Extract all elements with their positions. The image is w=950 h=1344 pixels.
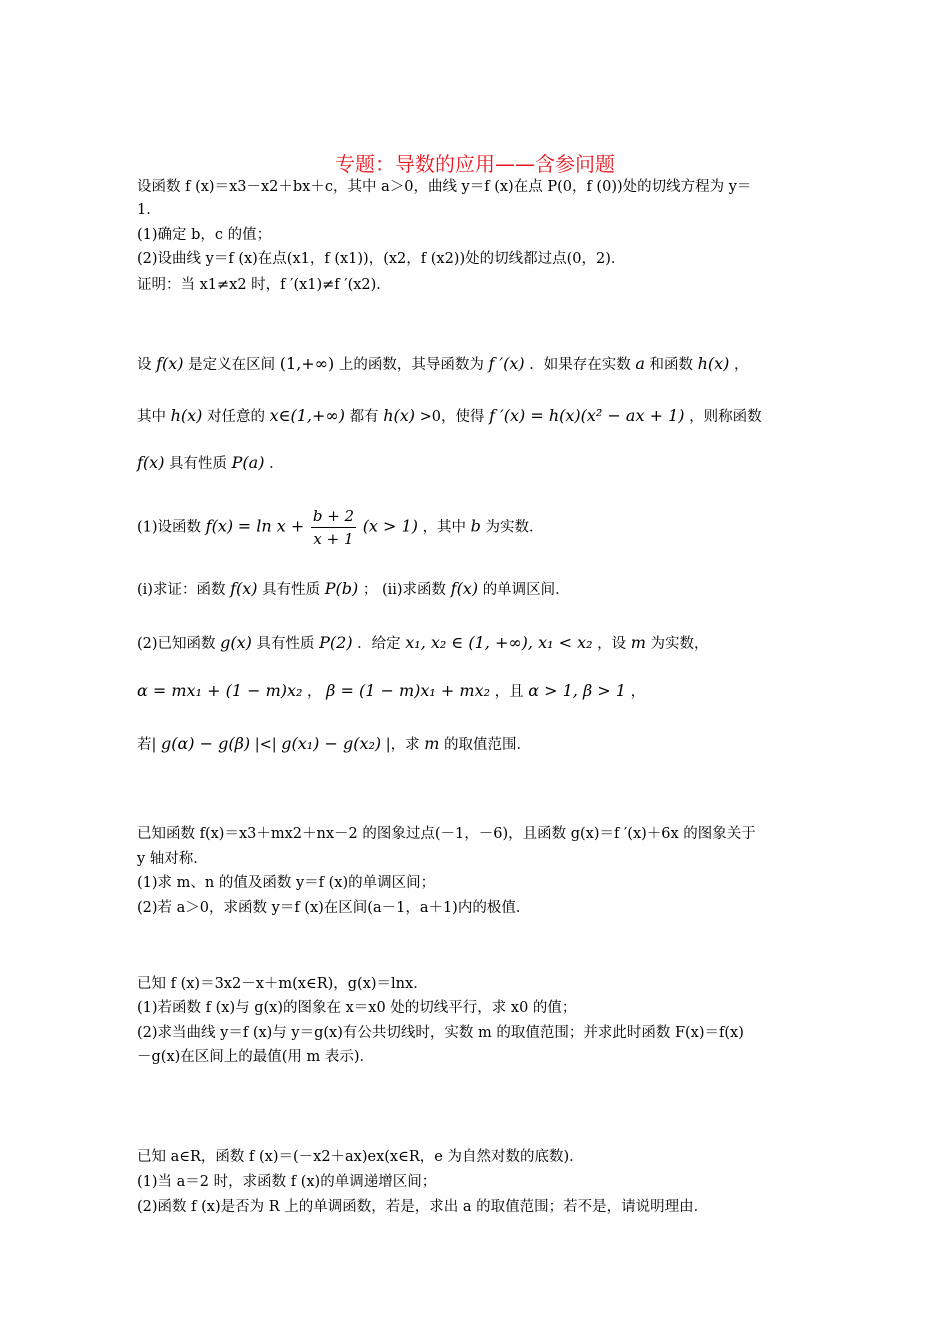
q2-text: 为实数． (485, 519, 544, 536)
q2-text: |<| (254, 737, 277, 753)
q2-text: ， (307, 684, 322, 700)
q5-part1: (1)当 a＝2 时，求函数 f (x)的单调递增区间； (137, 1174, 437, 1190)
q2-part2-line3 (137, 733, 531, 756)
q2-text: |，求 (385, 737, 420, 753)
q2-text: 若| (137, 737, 157, 753)
math-P2: P(2) (319, 633, 353, 652)
q3-part1: (1)求 m、n 的值及函数 y＝f (x)的单调区间； (137, 875, 436, 891)
q2-text: 上的函数，其导函数为 (338, 357, 484, 373)
q2-text: 设 (137, 357, 152, 373)
q2-text: ，设 (597, 636, 627, 652)
math-fx: f(x) (230, 579, 258, 598)
math-hx: h(x) (383, 406, 416, 425)
math-fx: f(x) (450, 579, 479, 598)
math-g-x1-x2: g(x₁) − g(x₂) (281, 734, 382, 753)
q1-part1: (1)确定 b，c 的值； (137, 227, 272, 243)
math-condition: (x > 1) (362, 516, 418, 536)
q2-text: ．给定 (357, 636, 401, 652)
q2-text: 具有性质 (169, 456, 228, 472)
q3-line2: y 轴对称． (137, 851, 208, 867)
q4-part2b: －g(x)在区间上的最值(用 m 表示)． (137, 1049, 375, 1065)
math-hx: h(x) (170, 406, 203, 425)
q2-text: ； (362, 582, 378, 598)
math-beta: β = (1 − m)x₁ + mx₂ (326, 681, 491, 700)
math-interval: (1,+∞) (279, 354, 335, 373)
q2-text: ，则称函数 (689, 409, 762, 425)
math-fx: f(x) (205, 516, 234, 536)
math-alpha: α = mx₁ + (1 − m)x₂ (137, 681, 303, 700)
math-fprime: f ′(x) (488, 354, 525, 373)
q2-text: 和函数 (649, 357, 693, 373)
q1-line1: 设函数 f (x)＝x3－x2＋bx＋c，其中 a＞0，曲线 y＝f (x)在点 P(0，f (0))处的切线方程为 y＝ (137, 179, 752, 195)
math-fx: f(x) (137, 453, 165, 472)
math-Pb: P(b) (324, 579, 359, 598)
q2-text: 都有 (349, 409, 379, 425)
q2-part2-line2 (137, 680, 645, 703)
math-ln-x: = ln x + (237, 516, 305, 536)
q4-line1: 已知 f (x)＝3x2－x＋m(x∈R)，g(x)＝lnx． (137, 976, 428, 992)
math-gx: g(x) (220, 633, 252, 652)
math-b: b (470, 516, 481, 536)
q2-definition-line3 (137, 452, 284, 475)
q2-definition-line1 (137, 353, 749, 376)
q2-text: 其中 (137, 409, 166, 425)
q2-text: 为实数， (650, 636, 709, 652)
q2-text: 的取值范围． (444, 737, 532, 753)
math-property-equation: f ′(x) = h(x)(x² − ax + 1) (489, 406, 685, 425)
q2-text: 具有性质 (262, 582, 321, 598)
math-g-alpha-beta: g(α) − g(β) (161, 734, 251, 753)
q1-proof: 证明：当 x1≠x2 时，f ′(x1)≠f ′(x2)． (137, 277, 391, 293)
q1-part2: (2)设曲线 y＝f (x)在点(x1，f (x1))，(x2，f (x2))处的切线都过点(0，2)． (137, 251, 626, 267)
q2-text: 对任意的 (207, 409, 266, 425)
q2-text: ，且 (494, 684, 524, 700)
q2-text: 的单调区间． (482, 582, 570, 598)
q2-text: 是定义在区间 (188, 357, 276, 373)
math-x-in-interval: x∈(1,+∞) (269, 406, 345, 425)
q2-text: ．如果存在实数 (529, 357, 631, 373)
q4-part1: (1)若函数 f (x)与 g(x)的图象在 x＝x0 处的切线平行，求 x0 的值； (137, 1000, 577, 1016)
q2-text: >0，使得 (419, 409, 485, 425)
math-fraction (311, 505, 356, 550)
q4-part2a: (2)求当曲线 y＝f (x)与 y＝g(x)有公共切线时，实数 m 的取值范围；并求此时函数 F(x)＝f(x) (137, 1025, 744, 1041)
q2-part1 (137, 505, 544, 550)
math-x1-x2: x₁, x₂ ∈ (1, +∞), x₁ < x₂ (405, 633, 593, 652)
fraction-numerator: b + 2 (311, 505, 356, 528)
q2-part2-line1 (137, 632, 709, 655)
q2-text: 具有性质 (256, 636, 315, 652)
math-m: m (424, 734, 440, 753)
q2-definition-line2 (137, 405, 762, 428)
q2-text: ， (734, 357, 749, 373)
q2-part1-subs (137, 578, 570, 601)
q2-text: ， (630, 684, 646, 700)
q2-text: (i)求证：函数 (137, 582, 226, 598)
q2-text: (1)设函数 (137, 519, 202, 536)
q5-part2: (2)函数 f (x)是否为 R 上的单调函数，若是，求出 a 的取值范围；若不是，请说明理由． (137, 1199, 709, 1215)
q3-part2: (2)若 a＞0，求函数 y＝f (x)在区间(a－1，a＋1)内的极值． (137, 900, 531, 916)
page-title: 专题：导数的应用——含参问题 (335, 152, 615, 176)
q2-text: (2)已知函数 (137, 636, 216, 652)
fraction-denominator: x + 1 (313, 530, 354, 548)
math-hx: h(x) (697, 354, 730, 373)
math-fx: f(x) (156, 354, 184, 373)
q2-text: ． (269, 456, 284, 472)
math-m: m (630, 633, 646, 652)
math-a: a (635, 354, 645, 373)
math-alpha-beta-cond: α > 1, β > 1 (528, 681, 626, 700)
q2-text: (ii)求函数 (381, 582, 447, 598)
q3-line1: 已知函数 f(x)＝x3＋mx2＋nx－2 的图象过点(－1，－6)，且函数 g(x)＝f ′(x)＋6x 的图象关于 (137, 826, 756, 842)
q1-line2: 1． (137, 202, 161, 218)
q2-text: ，其中 (422, 519, 467, 536)
q5-line1: 已知 a∈R，函数 f (x)＝(－x2＋ax)ex(x∈R，e 为自然对数的底数)． (137, 1149, 584, 1165)
math-Pa: P(a) (231, 453, 265, 472)
